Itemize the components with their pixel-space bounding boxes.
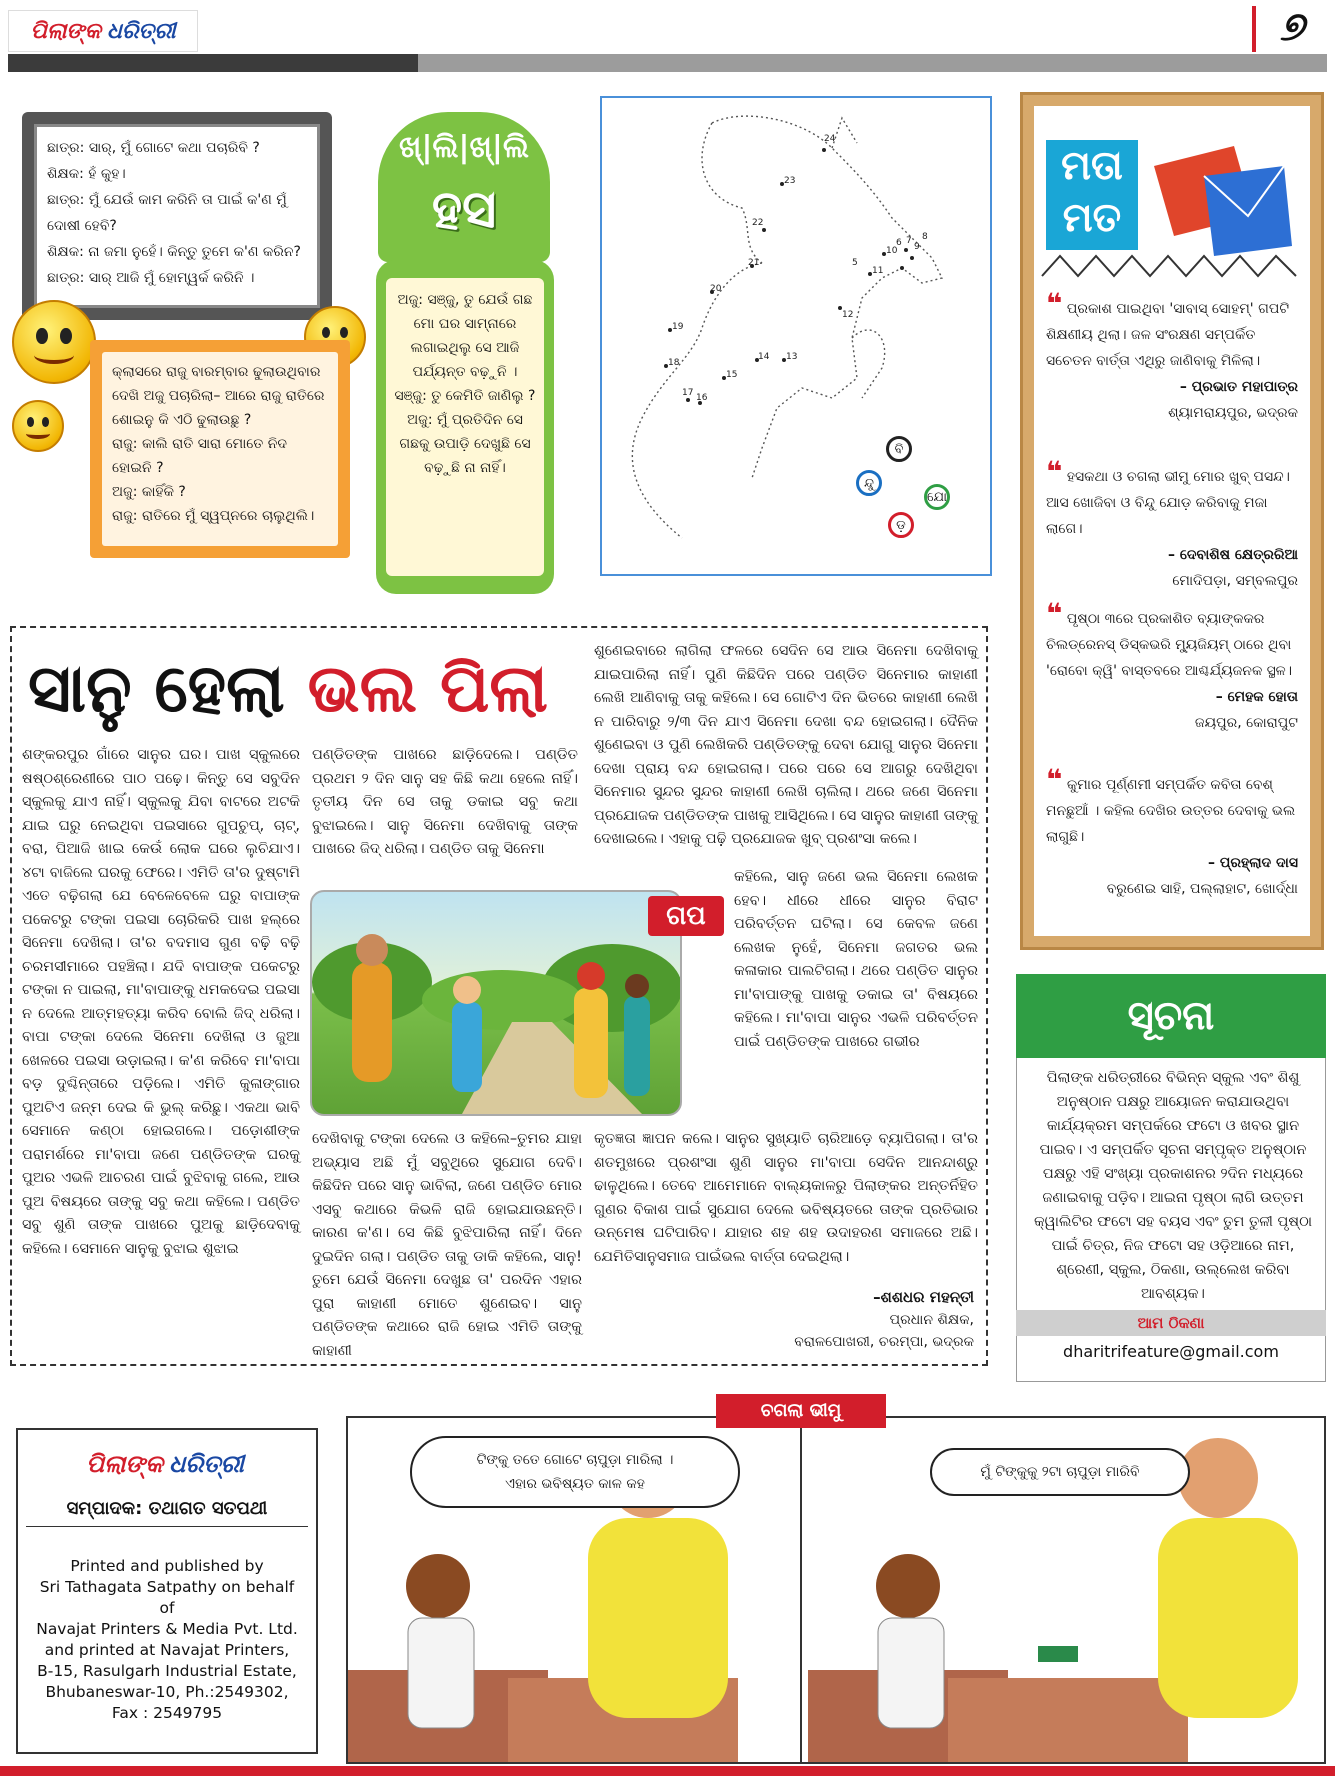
- story-column-1: ଶଙ୍କରପୁର ଗାଁରେ ସାନୁର ଘର। ପାଖ ସ୍କୁଲରେ ଷଷ୍ଠଶ୍ରେଣୀରେ ପାଠ ପଢ଼େ। କିନ୍ତୁ ସେ ସବୁଦିନ ସ୍କୁଲକୁ ଯାଏ ନାହିଁ। ସ୍କୁଲକୁ ଯିବା ବାଟରେ ଅଟକି ଯାଇ ଘରୁ ନେଇଥିବା ପଇସାରେ ଗୁପଚୁପ୍, ଚାଟ୍, ବରା, ପିଆଜି ଖାଇ କେଉଁ ଲୋକ ଘରେ ଲୁଚିଯାଏ। ୪ଟା ବାଜିଲେ ଘରକୁ ଫେରେ। ଏମିତି ତା'ର ଦୁଷ୍ଟାମି ଏତେ ବଢ଼ିଗଲା ଯେ ବେଳେବେଳେ ଘରୁ ବାପାଙ୍କ ପକେଟରୁ ଟଙ୍କା ପଇସା ଚୋରିକରି ପାଖ ହଲ୍‌ରେ ସିନେମା ଦେଖିଲା। ତା'ର ବଦମାସ ଗୁଣ ବଢ଼ି ବଢ଼ି ଚରମସୀମାରେ ପହଞ୍ଚିଲା। ଯଦି ବାପାଙ୍କ ପକେଟରୁ ଟଙ୍କା ନ ପାଇଲା, ମା'ବାପାଙ୍କୁ ଧମକଦେଇ ପଇସା ନ ଦେଲେ ଆତ୍ମହତ୍ୟା କରିବ ବୋଲି ଜିଦ୍ ଧରିଲା। ବାପା ଟଙ୍କା ଦେଲେ ସିନେମା ଦେଖିଲା ଓ ଜୁଆ ଖେଳରେ ପଇସା ଉଡ଼ାଇଲା। କ'ଣ କରିବେ ମା'ବାପା ବଡ଼ ଦୁଶ୍ଚିନ୍ତାରେ ପଡ଼ିଲେ। ଏମିତି କୁଳାଙ୍ଗାର ପୁଅଟିଏ ଜନ୍ମ ଦେଇ କି ଭୁଲ୍ କରିଛୁ। ଏକଥା ଭାବି ସେମାନେ କଣ୍ଠା ହୋଇଗଲେ। ପଡ଼ୋଶୀଙ୍କ ପରାମର୍ଶରେ ମା'ବାପା ଜଣେ ପଣ୍ଡିତଙ୍କ ଘରକୁ ପୁଅର ଏଭଳି ଆଚରଣ ପାଇଁ ବୁଝିବାକୁ ଗଲେ, ଆଉ ପୁଅ ବିଷୟରେ ତାଙ୍କୁ ସବୁ କଥା କହିଲେ। ପଣ୍ଡିତ ସବୁ ଶୁଣି ତାଙ୍କ ପାଖରେ ପୁଅକୁ ଛାଡ଼ିଦେବାକୁ କହିଲେ। ସେମାନେ ସାନୁକୁ ବୁଝାଇ ଶୁଝାଇ: [22, 747, 300, 1257]
- letter-place: ବରୁଣେଇ ସାହି, ପଲ୍ଲାହାଟ, ଖୋର୍ଦ୍ଧା: [1106, 881, 1298, 897]
- joke-line: ରାଜୁ: କାଲି ରାତି ସାରା ମୋତେ ନିଦ ହୋଇନି ?: [112, 436, 288, 476]
- dot-number: 16: [696, 393, 708, 403]
- letter-place: ଶ୍ୟାମରାୟପୁର, ଭଦ୍ରକ: [1168, 405, 1298, 421]
- imprint-text: [24, 1556, 310, 1724]
- imprint-logo-part1: ପିଲାଙ୍କ: [86, 1450, 163, 1478]
- story-badge: ଗପ: [648, 896, 724, 936]
- dot-number: 6: [896, 238, 902, 248]
- dot-number: 7: [906, 236, 912, 246]
- imprint-line: Fax : 2549795: [111, 1704, 223, 1722]
- dot-number: 10: [886, 246, 898, 256]
- dot-number: 24: [824, 134, 836, 144]
- imprint-line: Printed and published by: [70, 1557, 264, 1575]
- joke-line: ଅଜୁ: କାହିଁକି ?: [112, 484, 186, 500]
- header-bar-dark: [8, 54, 418, 72]
- imprint-logo: [60, 1442, 270, 1486]
- dot-number: 8: [922, 232, 928, 242]
- letters-title-line1: ମତା: [1061, 143, 1123, 189]
- letter-circle: ଯୋ: [924, 484, 950, 510]
- imprint-line: Bhubaneswar-10, Ph.:2549302,: [45, 1683, 289, 1701]
- letter-author: – ପ୍ରହ୍ଲାଦ ଦାସ: [1207, 855, 1298, 871]
- story-column-3-top: ଶୁଣେଇବାରେ ଲାଗିଲା ଫଳରେ ସେଦିନ ସେ ଆଉ ସିନେମା ଦେଖିବାକୁ ଯାଇପାରିଲା ନାହିଁ। ପୁଣି କିଛିଦିନ ପରେ ପଣ୍ଡିତ ସିନେମାର କାହାଣୀ ଲେଖି ଆଣିବାକୁ ତାକୁ କହିଲେ। ସେ ଗୋଟିଏ ଦିନ ଭିତରେ କାହାଣୀ ଲେଖି ନ ପାରିବାରୁ ୨/୩ ଦିନ ଯାଏ ସିନେମା ଦେଖା ବନ୍ଦ ହୋଇଗଲା। ଦୈନିକ ଶୁଣେଇବା ଓ ପୁଣି ଲେଖିକରି ପଣ୍ଡିତଙ୍କୁ ଦେବା ଯୋଗୁ ସାନୁର ସିନେମା ଦେଖା ପ୍ରାୟ ବନ୍ଦ ହୋଇଗଲା। ପରେ ପରେ ସେ ଆଗରୁ ଦେଖିଥିବା ସିନେମାର ସୁନ୍ଦର ସୁନ୍ଦର କାହାଣୀ ଲେଖି ଚାଲିଲା। ଥରେ ଜଣେ ସିନେମା ପ୍ରଯୋଜକ ପଣ୍ଡିତଙ୍କ ପାଖକୁ ଆସିଥିଲେ। ସେ ସାନୁର କାହାଣୀ ତାଙ୍କୁ ଦେଖାଇଲେ। ଏହାକୁ ପଢ଼ି ପ୍ରଯୋଜକ ଖୁବ୍ ପ୍ରଶଂସା କଲେ।: [594, 643, 978, 847]
- letter-text: ପୃଷ୍ଠା ୩ରେ ପ୍ରକାଶିତ ବ୍ୟାଙ୍କକର ଚିଲଡ୍ରେନସ୍ ଡିସ୍କଭରି ମ୍ୟୁଜିୟମ୍ ଠାରେ ଥିବା 'ରୋବୋ କ୍ୱି' ବାସ୍ତବରେ ଆଶ୍ଚର୍ଯ୍ୟଜନକ ସ୍ଥଳ।: [1046, 611, 1293, 679]
- letter-author: – ଦେବାଶିଷ କ୍ଷେତ୍ରରିଆ: [1168, 547, 1298, 563]
- dot-number: 18: [668, 358, 680, 368]
- quote-icon: ❝: [1046, 763, 1063, 796]
- imprint-line: Sri Tathagata Satpathy on behalf: [39, 1578, 295, 1596]
- joke-line: ଛାତ୍ର: ସାର୍ ଆଜି ମୁଁ ହୋମ୍ୱର୍କ କରିନି ।: [47, 270, 255, 286]
- smiley-icon: [12, 300, 96, 384]
- page-number: ୭: [1279, 4, 1305, 50]
- letter-circle: ବି: [886, 436, 912, 462]
- smiley-icon: [12, 400, 64, 452]
- letter-text: କୁମାର ପୂର୍ଣ୍ଣମୀ ସମ୍ପର୍କିତ କବିତା ବେଶ୍ ମନଛୁଆଁ । କହିଲ ଦେଖିର ଉତ୍ତର ଦେବାକୁ ଭଲ ଲାଗୁଛି।: [1046, 777, 1296, 845]
- dot-to-dot-puzzle: [600, 96, 992, 576]
- header-bar-grey: [418, 54, 1327, 72]
- logo-part-2: ଧରିତ୍ରୀ: [106, 18, 176, 44]
- footer-rule: [0, 1766, 1335, 1776]
- dot-number: 23: [784, 176, 796, 186]
- notice-address-label: ଆମ ଠିକଣା: [1016, 1310, 1326, 1336]
- joke-line: ରାଜୁ: ରାତିରେ ମୁଁ ସ୍ୱପ୍ନରେ ଚାଲୁଥିଲି।: [112, 508, 315, 524]
- speech-bubble: [410, 1436, 740, 1508]
- joke-blackboard: [22, 112, 332, 320]
- notice-body: ପିଲାଙ୍କ ଧରିତ୍ରୀରେ ବିଭିନ୍ନ ସ୍କୁଲ ଏବଂ ଶିଶୁ ଅନୁଷ୍ଠାନ ପକ୍ଷରୁ ଆୟୋଜନ କରାଯାଉଥିବା କାର୍ଯ୍ୟକ୍ରମ ସମ୍ପର୍କରେ ଫଟୋ ଓ ଖବର ସ୍ଥାନ ପାଇବ। ଏ ସମ୍ପର୍କିତ ସୂଚନା ସମ୍ପୃକ୍ତ ଅନୁଷ୍ଠାନ ପକ୍ଷରୁ ଏହି ସଂଖ୍ୟା ପ୍ରକାଶନର ୨ଦିନ ମଧ୍ୟରେ ଜଣାଇବାକୁ ପଡ଼ିବ। ଆଇନା ପୃଷ୍ଠା ଲାଗି ଉତ୍ତମ କ୍ୱାଲିଟିର ଫଟୋ ସହ ବୟସ ଏବଂ ତୁମ ତୁଳୀ ପୃଷ୍ଠା ପାଇଁ ଚିତ୍ର, ନିଜ ଫଟୋ ସହ ଓଡ଼ିଆରେ ନାମ, ଶ୍ରେଣୀ, ସ୍କୁଲ, ଠିକଣା, ଉଲ୍ଲେଖ କରିବା ଆବଶ୍ୟକ।: [1033, 1070, 1313, 1302]
- joke-green-card: [376, 260, 554, 594]
- dot-number: 22: [752, 218, 764, 228]
- page-number-rule: [1252, 6, 1256, 52]
- imprint-logo-part2: ଧରିତ୍ରୀ: [168, 1450, 244, 1478]
- story-title: [28, 650, 588, 730]
- quote-icon: ❝: [1046, 597, 1063, 630]
- notice-email[interactable]: dharitrifeature@gmail.com: [1063, 1342, 1279, 1361]
- letter-place: ମୋଦିପଡ଼ା, ସମ୍ବଲପୁର: [1172, 573, 1298, 589]
- masthead-logo: [8, 10, 198, 52]
- story-author: –ଶଶଧର ମହନ୍ତୀ: [873, 1288, 974, 1306]
- imprint-line: B-15, Rasulgarh Industrial Estate,: [37, 1662, 297, 1680]
- story-author-place: ବରାଳପୋଖରୀ, ଚରମ୍ପା, ଭଦ୍ରକ: [794, 1334, 974, 1350]
- story-title-part2: ଭଲ ପିଲା: [307, 650, 548, 727]
- reader-letter: [1046, 455, 1298, 594]
- letter-text: ହସକଥା ଓ ଚଗଲା ଭୀମୁ ମୋର ଖୁବ୍ ପସନ୍ଦ। ଆସ ଖୋଜିବା ଓ ବିନ୍ଦୁ ଯୋଡ଼ କରିବାକୁ ମଜା ଲାଗେ।: [1046, 469, 1290, 537]
- story-illustration-scene: [312, 892, 680, 1114]
- joke-line: ଶିକ୍ଷକ: ହଁ କୁହ।: [47, 166, 126, 182]
- letter-circle: ଡ଼: [888, 512, 914, 538]
- imprint-line: of: [159, 1599, 175, 1617]
- dot-number: 5: [852, 258, 858, 268]
- joke-board-text: [34, 124, 320, 308]
- joke-line: ଛାତ୍ର: ସାର୍, ମୁଁ ଗୋଟେ କଥା ପଚାରିବି ?: [47, 140, 260, 156]
- notice-title: ସୂଚନା: [1016, 974, 1326, 1058]
- imprint-line: and printed at Navajat Printers,: [44, 1641, 290, 1659]
- dot-number: 14: [758, 352, 770, 362]
- dot-number: 11: [872, 266, 884, 276]
- speech-line: ଏହାର ଭବିଷ୍ୟତ କାଳ କହ: [505, 1476, 645, 1492]
- letters-title: [1046, 140, 1138, 250]
- joke-line: କ୍ଲାସରେ ରାଜୁ ବାରମ୍ବାର ଢୁଲାଉଥିବାର ଦେଖି ଅଜୁ ପଚାରିଲା– ଆରେ ରାଜୁ ରାତିରେ ଶୋଇନୁ କି ଏଠି ଢୁଲାଉଛୁ ?: [112, 364, 325, 428]
- quote-icon: ❝: [1046, 287, 1063, 320]
- dot-number: 12: [842, 310, 854, 320]
- dot-number: 13: [786, 352, 798, 362]
- dot-number: 20: [710, 284, 722, 294]
- letter-text: ପ୍ରକାଶ ପାଇଥିବା 'ସାବାସ୍ ସୋହମ୍' ଗପଟି ଶିକ୍ଷଣୀୟ ଥିଲା। ଜଳ ସଂରକ୍ଷଣ ସମ୍ପର୍କିତ ସଚେତନ ବାର୍ତ୍ତା ଏଥିରୁ ଜାଣିବାକୁ ମିଳିଲା।: [1046, 301, 1290, 369]
- joke-line: ସଞ୍ଜୁ: ତୁ କେମିତି ଜାଣିଲୁ ?: [394, 388, 536, 404]
- story-illustration: [310, 890, 682, 1116]
- joke-line: ଶିକ୍ଷକ: ନା ଜମା ନୁହେଁ। କିନ୍ତୁ ତୁମେ କ'ଣ କରିନ?: [47, 244, 301, 260]
- dot-number: 17: [682, 388, 694, 398]
- speech-bubble: ମୁଁ ଟିଙ୍କୁକୁ ୨ଟା ଚାପୁଡ଼ା ମାରିବି: [930, 1448, 1190, 1496]
- imprint-line: Navajat Printers & Media Pvt. Ltd.: [36, 1620, 298, 1638]
- jokes-title-line1: ଖ୍|ଲି|ଖ୍|ଲି: [399, 130, 529, 165]
- story-column-2-top: ପଣ୍ଡିତଙ୍କ ପାଖରେ ଛାଡ଼ିଦେଲେ। ପଣ୍ଡିତ ପ୍ରଥମ ୨ ଦିନ ସାନୁ ସହ କିଛି କଥା ହେଲେ ନାହିଁ। ତୃତୀୟ ଦିନ ସେ ତାକୁ ଡକାଇ ସବୁ କଥା ବୁଝାଇଲେ। ସାନୁ ସିନେମା ଦେଖିବାକୁ ତାଙ୍କ ପାଖରେ ଜିଦ୍ ଧରିଲା। ପଣ୍ଡିତ ତାକୁ ସିନେମା: [312, 747, 578, 857]
- quote-icon: ❝: [1046, 455, 1063, 488]
- reader-letter: [1046, 287, 1298, 426]
- dot-number: 9: [914, 242, 920, 252]
- joke-line: ଛାତ୍ର: ମୁଁ ଯେଉଁ କାମ କରିନି ତା ପାଇଁ କ'ଣ ମୁଁ ଦୋଷୀ ହେବି?: [47, 192, 287, 234]
- speech-line: ଟିଙ୍କୁ ତତେ ଗୋଟେ ଚାପୁଡ଼ା ମାରିଲା ।: [476, 1452, 674, 1468]
- comic-title: ଚଗଲା ଭୀମୁ: [716, 1394, 886, 1428]
- imprint-divider: [26, 1526, 308, 1527]
- story-column-3-bottom: କୃତଜ୍ଞତା ଜ୍ଞାପନ କଲେ। ସାନୁର ସୁଖ୍ୟାତି ଚାରିଆଡ଼େ ବ୍ୟାପିଗଲା। ତା'ର ଶତମୁଖରେ ପ୍ରଶଂସା ଶୁଣି ସାନୁର ମା'ବାପା ସେଦିନ ଆନନ୍ଦାଶ୍ରୁ ଢାଳୁଥିଲେ। ତେବେ ଆମେମାନେ ବାଲ୍ୟକାଳରୁ ପିଲାଙ୍କର ଅନ୍ତର୍ନିହିତ ଗୁଣର ବିକାଶ ପାଇଁ ସୁଯୋଗ ଦେଲେ ଭବିଷ୍ୟତରେ ତାଙ୍କ ପ୍ରତିଭାର ଉନ୍ମେଷ ଘଟିପାରିବ। ଯାହାର ଶହ ଶହ ଉଦାହରଣ ସମାଜରେ ଅଛି। ଯେମିତିସାନୁସମାଜ ପାଇଁଭଲ ବାର୍ତ୍ତା ଦେଇଥିଲା।: [594, 1131, 978, 1265]
- letter-place: ଜୟପୁର, କୋରାପୁଟ: [1194, 715, 1298, 731]
- letter-circle: ନ୍ଦୁ: [856, 470, 882, 496]
- comic-panel-divider: [800, 1416, 802, 1764]
- dot-number: 19: [672, 322, 684, 332]
- jokes-title-line2: ହସ: [431, 180, 497, 240]
- story-author-role: ପ୍ରଧାନ ଶିକ୍ଷକ,: [889, 1312, 974, 1328]
- reader-letter: [1046, 763, 1298, 902]
- joke-orange-card: [90, 340, 350, 558]
- joke-line: ଅଜୁ: ସଞ୍ଜୁ, ତୁ ଯେଉଁ ଗଛ ମୋ ଘର ସାମ୍ନାରେ ଲଗାଇଥିଲୁ ସେ ଆଜି ପର୍ଯ୍ୟନ୍ତ ବଢ଼ୁନି ।: [397, 292, 533, 380]
- story-column-2-bottom: ଦେଖିବାକୁ ଟଙ୍କା ଦେଲେ ଓ କହିଲେ–ତୁମର ଯାହା ଅଭ୍ୟାସ ଅଛି ମୁଁ ସବୁଥିରେ ସୁଯୋଗ ଦେବି। କିଛିଦିନ ପରେ ସାନୁ ଭାବିଲା, ଜଣେ ପଣ୍ଡିତ ମୋର ଏସବୁ କଥାରେ କିଭଳି ରାଜି ହୋଇଯାଉଛନ୍ତି। କାରଣ କ'ଣ। ସେ କିଛି ବୁଝିପାରିଲା ନାହିଁ। ଦିନେ ଦୁଇଦିନ ଗଲା। ପଣ୍ଡିତ ତାକୁ ଡାକି କହିଲେ, ସାନୁ! ତୁମେ ଯେଉଁ ସିନେମା ଦେଖୁଛ ତା' ପରଦିନ ଏହାର ପୁରା କାହାଣୀ ମୋତେ ଶୁଣେଇବ। ସାନୁ ପଣ୍ଡିତଙ୍କ କଥାରେ ରାଜି ହୋଇ ଏମିତି ତାଙ୍କୁ କାହାଣୀ: [312, 1131, 582, 1359]
- reader-letter: [1046, 597, 1298, 736]
- joke-line: ଅଜୁ: ମୁଁ ପ୍ରତିଦିନ ସେ ଗଛକୁ ଉପାଡ଼ି ଦେଖୁଛି ସେ ବଢ଼ୁଛି ନା ନାହିଁ।: [399, 412, 531, 476]
- story-column-3-mid: କହିଲେ, ସାନୁ ଜଣେ ଭଲ ସିନେମା ଲେଖକ ହେବ। ଧୀରେ ଧୀରେ ସାନୁର ବିରାଟ ପରିବର୍ତ୍ତନ ଘଟିଲା। ସେ କେବଳ ଜଣେ ଲେଖକ ନୁହେଁ, ସିନେମା ଜଗତର ଭଲ କଳାକାର ପାଲଟିଗଲା। ଥରେ ପଣ୍ଡିତ ସାନୁର ମା'ବାପାଙ୍କୁ ପାଖକୁ ଡକାଇ ତା' ବିଷୟରେ କହିଲେ। ମା'ବାପା ସାନୁର ଏଭଳି ପରିବର୍ତ୍ତନ ପାଇଁ ପଣ୍ଡିତଙ୍କ ପାଖରେ ଗଭୀର: [734, 869, 978, 1050]
- imprint-editor: ସମ୍ପାଦକ: ତଥାଗତ ସତପଥୀ: [66, 1498, 268, 1519]
- logo-part-1: ପିଲାଙ୍କ: [30, 18, 101, 44]
- story-title-part1: ସାନୁ ହେଲା: [28, 650, 285, 727]
- letters-title-line2: ମତ: [1062, 195, 1122, 241]
- letter-author: – ପ୍ରଭାତ ମହାପାତ୍ର: [1179, 379, 1298, 395]
- dot-number: 21: [748, 258, 760, 268]
- letter-author: – ମେହକ ହୋତା: [1215, 689, 1298, 705]
- dot-number: 15: [726, 370, 738, 380]
